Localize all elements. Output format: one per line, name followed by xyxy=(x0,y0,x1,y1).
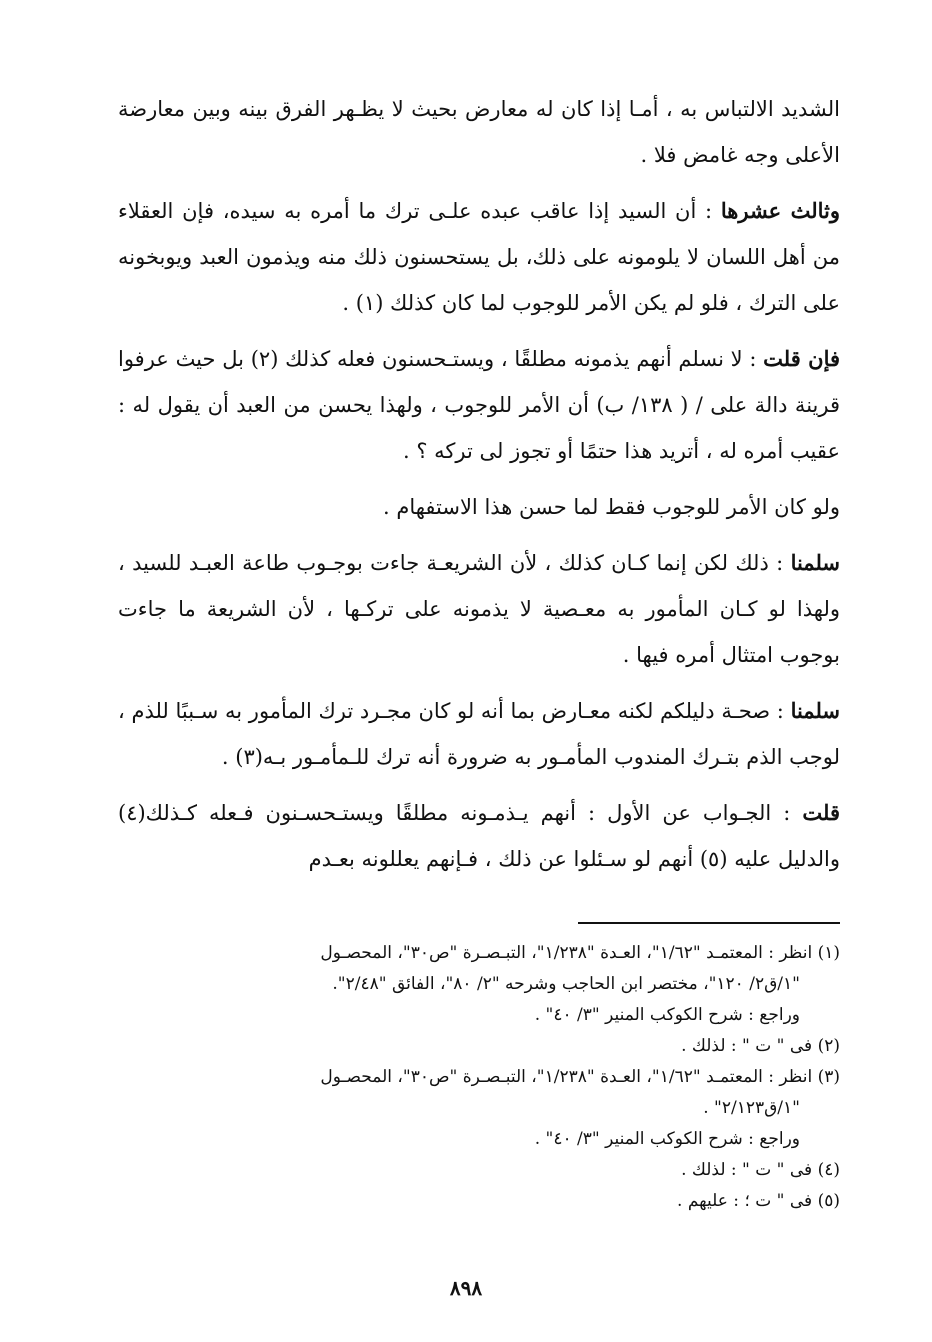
footnote-3-continuation: "١/ق٢/١٢٣" . xyxy=(703,1098,800,1118)
footnote-divider xyxy=(578,922,840,924)
footnote-3: (٣) انظر : المعتمـد "١/٦٢"، العـدة "١/٢٣٨"، التبـصـرة "ص٣٠"، المحصـول xyxy=(320,1067,840,1087)
paragraph-text: الشديد الالتباس به ، أمـا إذا كان له معارض بحيث لا يظـهر الفرق بينه وبين معارضة الأعلى وجه غامض فلا . xyxy=(118,97,840,167)
paragraph-4 xyxy=(118,484,840,530)
paragraph-text: : ذلك لكن إنما كـان كذلك ، لأن الشريعـة جاءت بوجـوب طاعة العبـد للسيد ، ولهذا لو كـان المأمور به معـصية لا يذمونه على تركـها ، لأن الشريعة ما جاءت بوجوب امتثال أمره فيها . xyxy=(118,551,840,667)
paragraph-text: : صحـة دليلكم لكنه معـارض بما أنه لو كان مجـرد ترك المأمور به سـببًا للذم ، لوجب الذم بتـرك المندوب المأمـور به ضرورة أنه ترك للـمأمـور بـه(٣) . xyxy=(118,699,840,769)
footnotes xyxy=(118,938,840,1217)
paragraph-text: : الجـواب عن الأول : أنهم يـذمـونه مطلقًا ويستـحسـنون فـعله كـذلك(٤) والدليل عليه (٥) أنهم لو سـئلوا عن ذلك ، فـإنهم يعللونه بعـدم xyxy=(118,801,840,871)
main-text xyxy=(118,86,840,882)
footnote-4: (٤) فى " ت " : لذلك . xyxy=(681,1160,840,1180)
paragraph-2 xyxy=(118,188,840,326)
paragraph-1 xyxy=(118,86,840,178)
paragraph-lead: سلمنا xyxy=(790,698,840,723)
paragraph-6 xyxy=(118,688,840,780)
paragraph-text: ولو كان الأمر للوجوب فقط لما حسن هذا الاستفهام . xyxy=(382,495,840,519)
page-number: ٨٩٨ xyxy=(449,1276,483,1300)
paragraph-text: : أن السيد إذا عاقب عبده علـى ترك ما أمره به سيده، فإن العقلاء من أهل اللسان لا يلومونه على ذلك، بل يستحسنون ذلك منه ويذمون العبد ويوبخونه على الترك ، فلو لم يكن الأمر للوجوب لما كان كذلك (١) . xyxy=(118,199,840,315)
paragraph-lead: فإن قلت xyxy=(763,346,841,371)
paragraph-7 xyxy=(118,790,840,882)
footnote-1-extra: وراجع : شرح الكوكب المنير "٣/ ٤٠" . xyxy=(534,1005,800,1025)
paragraph-text: : لا نسلم أنهم يذمونه مطلقًا ، ويستـحسنون فعله كذلك (٢) بل حيث عرفوا قرينة دالة على / ( ١٣٨/ ب) أن الأمر للوجوب ، ولهذا يحسن من العبد أن يقول له : عقيب أمره له ، أتريد هذا حتمًا أو تجوز لى تركه ؟ . xyxy=(118,347,841,463)
paragraph-lead: قلت xyxy=(802,800,840,825)
footnote-3-extra: وراجع : شرح الكوكب المنير "٣/ ٤٠" . xyxy=(534,1129,800,1149)
paragraph-lead: وثالث عشرها xyxy=(720,198,840,223)
footnote-1: (١) انظر : المعتمـد "١/٦٢"، العـدة "١/٢٣٨"، التبـصـرة "ص٣٠"، المحصـول xyxy=(320,943,840,963)
paragraph-5 xyxy=(118,540,840,678)
footnote-2: (٢) فى " ت " : لذلك . xyxy=(681,1036,840,1056)
paragraph-3 xyxy=(118,336,840,474)
footnote-5: (٥) فى " ت ؛ : عليهم . xyxy=(677,1191,840,1211)
footnote-1-continuation: "١/ق٢/ ١٢٠"، مختصر ابن الحاجب وشرحه "٢/ ٨٠"، الفائق "٢/٤٨". xyxy=(332,974,800,994)
paragraph-lead: سلمنا xyxy=(790,550,840,575)
